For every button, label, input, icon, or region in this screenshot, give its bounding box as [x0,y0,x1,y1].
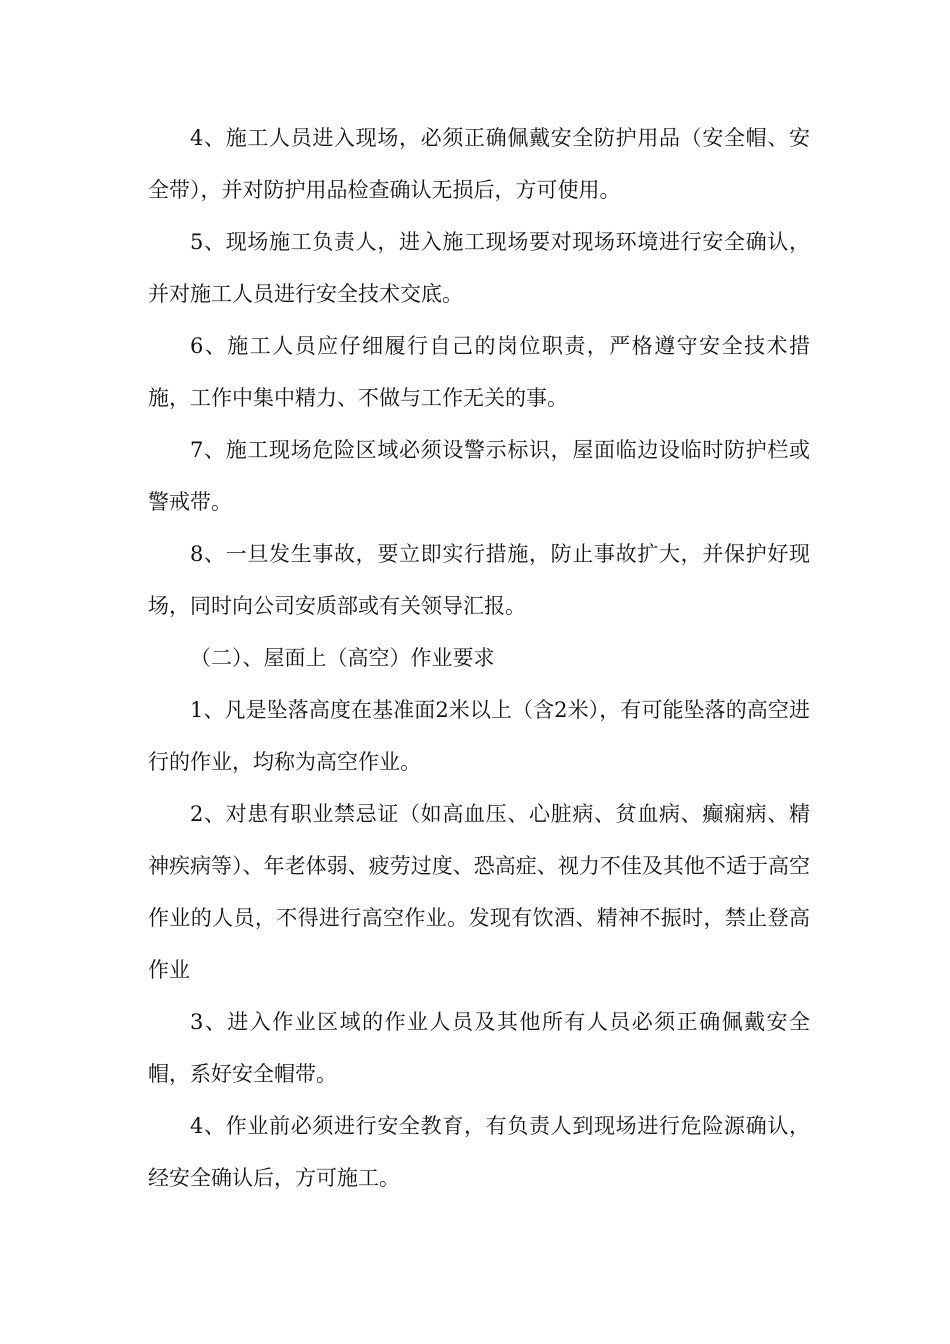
paragraph-item-3-helmets: 3、进入作业区域的作业人员及其他所有人员必须正确佩戴安全帽，系好安全帽带。 [148,1010,810,1086]
document-body [148,112,810,1204]
paragraph-item-2-restrictions: 2、对患有职业禁忌证（如高血压、心脏病、贫血病、癫痫病、精神疾病等）、年老体弱、疲劳过度、恐高症、视力不佳及其他不适于高空作业的人员，不得进行高空作业。发现有饮酒、精神不振时，禁止登高作业 [148,802,810,982]
paragraph-item-6-duties: 6、施工人员应仔细履行自己的岗位职责，严格遵守安全技术措施，工作中集中精力、不做与工作无关的事。 [148,334,810,410]
paragraph-item-4-ppe: 4、施工人员进入现场，必须正确佩戴安全防护用品（安全帽、安全带），并对防护用品检查确认无损后，方可使用。 [148,126,810,202]
paragraph-item-4-safety-education: 4、作业前必须进行安全教育，有负责人到现场进行危险源确认，经安全确认后，方可施工。 [148,1114,810,1190]
paragraph-item-8-accident: 8、一旦发生事故，要立即实行措施，防止事故扩大，并保护好现场，同时向公司安质部或有关领导汇报。 [148,542,810,618]
paragraph-item-5-site-lead: 5、现场施工负责人，进入施工现场要对现场环境进行安全确认，并对施工人员进行安全技术交底。 [148,230,810,306]
section-heading-rooftop-work: （二）、屋面上（高空）作业要求 [190,646,495,670]
paragraph-item-7-warning-signs: 7、施工现场危险区域必须设警示标识，屋面临边设临时防护栏或警戒带。 [148,438,810,514]
paragraph-item-1-definition: 1、凡是坠落高度在基准面2米以上（含2米），有可能坠落的高空进行的作业，均称为高空作业。 [148,698,810,774]
